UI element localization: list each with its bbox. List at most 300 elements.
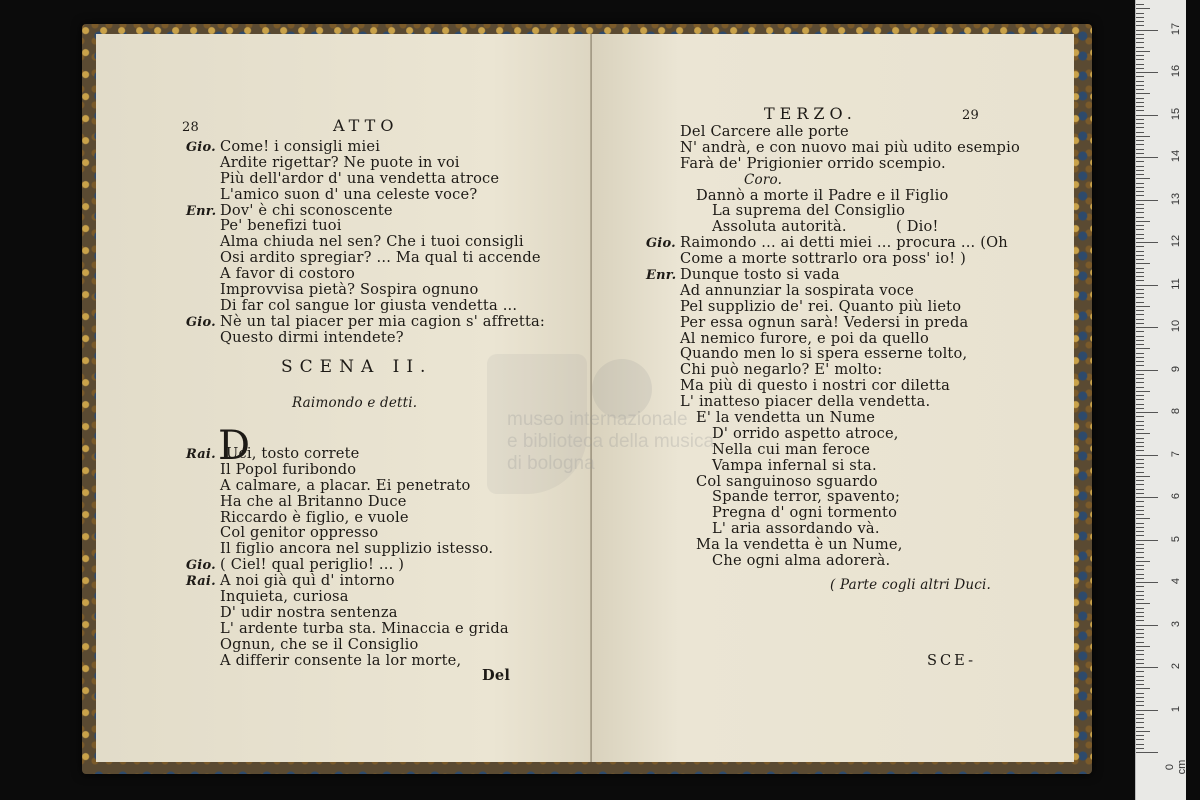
- verse-text: Spande terror, spavento;: [712, 488, 901, 506]
- verse-line: [646, 188, 1020, 204]
- ruler-tick: [1136, 544, 1144, 545]
- ruler-tick: [1136, 557, 1144, 558]
- speaker-label: Gio.: [646, 236, 676, 252]
- verse-line: [186, 653, 509, 669]
- scene-cast: Raimondo e detti.: [292, 395, 418, 411]
- verse-text: Ma più di questo i nostri cor diletta: [680, 377, 950, 395]
- ruler-tick: [1136, 13, 1144, 14]
- verse-text: Come a morte sottrarlo ora poss' io! ): [680, 250, 967, 268]
- ruler-tick: [1136, 285, 1158, 286]
- ruler-tick: [1136, 476, 1150, 477]
- ruler-tick: [1136, 348, 1150, 349]
- ruler-tick: [1136, 450, 1144, 451]
- ruler-tick: [1136, 76, 1144, 77]
- ruler-tick: [1136, 591, 1144, 592]
- drop-cap: D: [218, 423, 251, 469]
- ruler-tick: [1136, 710, 1158, 711]
- verse-line: [646, 521, 1020, 537]
- ruler-tick: [1136, 650, 1144, 651]
- ruler-tick: [1136, 523, 1144, 524]
- verse-line: [646, 553, 1020, 569]
- speaker-label: Gio.: [186, 558, 216, 574]
- verse-line: [186, 155, 545, 171]
- verse-text: Quando men lo si spera esserne tolto,: [680, 345, 968, 363]
- ruler-tick: [1136, 395, 1144, 396]
- verse-line: [186, 478, 509, 494]
- exit-note: ( Parte cogli altri Duci.: [830, 577, 992, 593]
- catchword-right: SCE-: [927, 652, 977, 669]
- ruler-tick: [1136, 166, 1144, 167]
- verse-line: [186, 187, 545, 203]
- verse-text: Improvvisa pietà? Sospira ognuno: [220, 281, 479, 299]
- ruler-tick: [1136, 119, 1144, 120]
- ruler-tick: [1136, 251, 1144, 252]
- verse-block-right: [646, 124, 1020, 569]
- ruler-tick: [1136, 272, 1144, 273]
- ruler-tick: [1136, 136, 1150, 137]
- verse-text: Di far col sangue lor giusta vendetta ...: [220, 296, 518, 314]
- ruler-tick: [1136, 370, 1158, 371]
- verse-text: Per essa ognun sarà! Vedersi in preda: [680, 313, 969, 331]
- ruler-tick: [1136, 17, 1144, 18]
- ruler-tick: [1136, 625, 1158, 626]
- ruler-tick: [1136, 85, 1144, 86]
- ruler-tick: [1136, 646, 1150, 647]
- ruler-label: 4: [1170, 577, 1182, 585]
- verse-text: Col sanguinoso sguardo: [696, 472, 878, 490]
- scene-title: SCENA II.: [281, 357, 433, 377]
- ruler-tick: [1136, 739, 1144, 740]
- ruler-tick: [1136, 425, 1144, 426]
- ruler-tick: [1136, 268, 1144, 269]
- ruler-tick: [1136, 187, 1144, 188]
- ruler-tick: [1136, 208, 1144, 209]
- verse-line: [646, 346, 1020, 362]
- speaker-label: Rai.: [186, 447, 216, 462]
- verse-text: Dunque tosto si vada: [680, 266, 840, 284]
- ruler-tick: [1136, 276, 1144, 277]
- ruler-tick: [1136, 293, 1144, 294]
- ruler-tick: [1136, 144, 1144, 145]
- verse-text: Nè un tal piacer per mia cagion s' affretta:: [220, 312, 546, 330]
- verse-line: [646, 156, 1020, 172]
- ruler-tick: [1136, 225, 1144, 226]
- ruler-label: 1: [1170, 705, 1182, 712]
- ruler-tick: [1136, 319, 1144, 320]
- ruler-tick: [1136, 489, 1144, 490]
- ruler-tick: [1136, 412, 1158, 413]
- verse-text: L'amico suon d' una celeste voce?: [220, 185, 478, 203]
- ruler-tick: [1136, 344, 1144, 345]
- ruler-tick: [1136, 59, 1144, 60]
- ruler-tick: [1136, 514, 1144, 515]
- ruler-tick: [1136, 612, 1144, 613]
- ruler-tick: [1136, 68, 1144, 69]
- ruler-tick: [1136, 718, 1144, 719]
- ruler-tick: [1136, 387, 1144, 388]
- running-head-left: ATTO: [333, 116, 399, 135]
- book: [82, 24, 1092, 774]
- ruler-tick: [1136, 595, 1144, 596]
- ruler-tick: [1136, 259, 1144, 260]
- verse-line: [646, 140, 1020, 156]
- verse-line: [186, 218, 545, 234]
- verse-text: A differir consente la lor morte,: [220, 651, 462, 669]
- ruler-tick: [1136, 314, 1144, 315]
- verse-text: Chi può negarlo? E' molto:: [680, 361, 883, 379]
- watermark-text: museo internazionale e biblioteca della musica di bologna: [507, 409, 715, 474]
- ruler-tick: [1136, 510, 1144, 511]
- ruler-tick: [1136, 527, 1144, 528]
- verse-line: [186, 314, 545, 330]
- verse-text: Ognun, che se il Consiglio: [220, 635, 419, 653]
- ruler-tick: [1136, 149, 1144, 150]
- verse-text: Pe' benefizi tuoi: [220, 217, 342, 235]
- ruler-tick: [1136, 106, 1144, 107]
- ruler-tick: [1136, 416, 1144, 417]
- ruler-tick: [1136, 459, 1144, 460]
- verse-text: Ad annunziar la sospirata voce: [680, 281, 914, 299]
- ruler-tick: [1136, 357, 1144, 358]
- verse-line: [186, 637, 509, 653]
- speaker-label: Rai.: [186, 574, 216, 590]
- ruler-tick: [1136, 493, 1144, 494]
- verse-text: Col genitor oppresso: [220, 524, 379, 542]
- ruler-tick: [1136, 255, 1144, 256]
- ruler-tick: [1136, 42, 1144, 43]
- ruler-tick: [1136, 340, 1144, 341]
- ruler-tick: [1136, 89, 1144, 90]
- ruler-tick: [1136, 616, 1144, 617]
- verse-line: [186, 605, 509, 621]
- verse-line: [186, 266, 545, 282]
- ruler-label: 10: [1170, 319, 1182, 333]
- ruler-tick: [1136, 217, 1144, 218]
- ruler-tick: [1136, 132, 1144, 133]
- ruler-tick: [1136, 331, 1144, 332]
- ruler-tick: [1136, 735, 1144, 736]
- ruler-tick: [1136, 246, 1144, 247]
- ruler-tick: [1136, 297, 1144, 298]
- verse-line: [186, 462, 509, 478]
- verse-text: Farà de' Prigionier orrido scempio.: [680, 154, 946, 172]
- verse-text: Nella cui man feroce: [712, 440, 871, 458]
- ruler-unit-label: 0 cm: [1164, 759, 1188, 775]
- ruler-tick: [1136, 603, 1150, 604]
- verse-line: [186, 510, 509, 526]
- ruler-tick: [1136, 633, 1144, 634]
- verse-line: [186, 621, 509, 637]
- ruler-tick: [1136, 608, 1144, 609]
- verse-text: D' udir nostra sentenza: [220, 603, 398, 621]
- ruler-tick: [1136, 552, 1144, 553]
- ruler-tick: [1136, 4, 1144, 5]
- ruler-tick: [1136, 748, 1144, 749]
- ruler-tick: [1136, 463, 1144, 464]
- ruler-tick: [1136, 467, 1144, 468]
- ruler-tick: [1136, 446, 1144, 447]
- verse-line: [646, 474, 1020, 490]
- verse-line: [186, 494, 509, 510]
- verse-line: [186, 203, 545, 219]
- ruler-tick: [1136, 115, 1158, 116]
- ruler-tick: [1136, 578, 1144, 579]
- ruler-tick: [1136, 540, 1158, 541]
- ruler-tick: [1136, 21, 1144, 22]
- ruler-tick: [1136, 242, 1158, 243]
- verse-line: [186, 282, 545, 298]
- verse-line: [186, 446, 509, 462]
- speaker-label: Enr.: [186, 203, 217, 219]
- ruler-tick: [1136, 310, 1144, 311]
- verse-line: [646, 505, 1020, 521]
- verse-text: A calmare, a placar. Ei penetrato: [220, 476, 471, 494]
- verse-aside: ( Dio!: [896, 218, 939, 236]
- ruler-tick: [1136, 102, 1144, 103]
- ruler-tick: [1136, 382, 1144, 383]
- ruler-tick: [1136, 361, 1144, 362]
- verse-text: Riccardo è figlio, e vuole: [220, 508, 409, 526]
- verse-text: A noi già quì d' intorno: [220, 572, 395, 590]
- ruler-label: 5: [1170, 535, 1182, 542]
- verse-text: Pel supplizio de' rei. Quanto più lieto: [680, 297, 962, 315]
- ruler-tick: [1136, 654, 1144, 655]
- ruler-label: 17: [1170, 22, 1182, 35]
- ruler-label: 7: [1170, 450, 1182, 457]
- ruler-label: 3: [1170, 620, 1182, 627]
- verse-line: [186, 298, 545, 314]
- ruler-tick: [1136, 38, 1144, 39]
- verse-text: Ma la vendetta è un Nume,: [696, 536, 903, 554]
- ruler-tick: [1136, 501, 1144, 502]
- ruler-tick: [1136, 153, 1144, 154]
- verse-block-bottom: [186, 446, 509, 668]
- verse-line: [646, 537, 1020, 553]
- ruler-tick: [1136, 506, 1144, 507]
- verse-text: Pregna d' ogni tormento: [712, 504, 898, 522]
- verse-text: Inquieta, curiosa: [220, 588, 349, 606]
- ruler-tick: [1136, 174, 1144, 175]
- ruler-tick: [1136, 684, 1144, 685]
- ruler-tick: [1136, 204, 1144, 205]
- verse-line: [186, 171, 545, 187]
- ruler-tick: [1136, 81, 1144, 82]
- ruler-tick: [1136, 484, 1144, 485]
- verse-line: [186, 139, 545, 155]
- ruler-tick: [1136, 140, 1144, 141]
- ruler-tick: [1136, 599, 1144, 600]
- page-number-right: 29: [962, 108, 979, 123]
- verse-line: [646, 331, 1020, 347]
- verse-text: L' ardente turba sta. Minaccia e grida: [220, 619, 509, 637]
- ruler-tick: [1136, 25, 1144, 26]
- ruler-tick: [1136, 55, 1144, 56]
- page-number-left: 28: [182, 120, 199, 135]
- ruler-tick: [1136, 548, 1144, 549]
- verse-line: [646, 203, 1020, 219]
- verse-text: L' aria assordando và.: [712, 520, 880, 538]
- ruler-tick: [1136, 569, 1144, 570]
- verse-text: Come! i consigli miei: [220, 138, 381, 155]
- ruler-tick: [1136, 34, 1144, 35]
- verse-line: [186, 525, 509, 541]
- right-page: [592, 34, 1074, 762]
- verse-text: Al nemico furore, e poi da quello: [680, 329, 929, 347]
- ruler-tick: [1136, 455, 1158, 456]
- ruler-tick: [1136, 72, 1158, 73]
- ruler-tick: [1136, 64, 1144, 65]
- speaker-label: Gio.: [186, 140, 216, 155]
- ruler-tick: [1136, 280, 1144, 281]
- ruler-tick: [1136, 238, 1144, 239]
- verse-text: Del Carcere alle porte: [680, 123, 849, 140]
- verse-line: [646, 299, 1020, 315]
- verse-text: N' andrà, e con nuovo mai più udito esempio: [680, 138, 1020, 156]
- ruler-tick: [1136, 93, 1150, 94]
- verse-text: Uci, tosto correte: [226, 445, 360, 462]
- verse-line: [186, 234, 545, 250]
- ruler-tick: [1136, 697, 1144, 698]
- ruler-tick: [1136, 671, 1144, 672]
- verse-block-top: [186, 139, 545, 346]
- ruler-tick: [1136, 98, 1144, 99]
- ruler-tick: [1136, 302, 1144, 303]
- ruler-tick: [1136, 472, 1144, 473]
- verse-text: Dannò a morte il Padre e il Figlio: [696, 186, 949, 204]
- verse-line: [646, 172, 1020, 188]
- ruler-tick: [1136, 676, 1144, 677]
- ruler-tick: [1136, 229, 1144, 230]
- ruler-tick: [1136, 221, 1150, 222]
- ruler-tick: [1136, 323, 1144, 324]
- ruler-tick: [1136, 408, 1144, 409]
- ruler-tick: [1136, 161, 1144, 162]
- verse-line: [646, 315, 1020, 331]
- ruler-label: 12: [1170, 234, 1182, 248]
- verse-text: Ardite rigettar? Ne puote in voi: [220, 153, 460, 171]
- ruler-tick: [1136, 110, 1144, 111]
- ruler-tick: [1136, 306, 1150, 307]
- verse-text: Ha che al Britanno Duce: [220, 492, 407, 510]
- ruler-label: 8: [1170, 407, 1182, 415]
- verse-text: Raimondo ... ai detti miei ... procura ... (Oh: [680, 234, 1008, 252]
- verse-line: [646, 378, 1020, 394]
- ruler-tick: [1136, 123, 1144, 124]
- ruler-tick: [1136, 191, 1144, 192]
- verse-text: Questo dirmi intendete?: [220, 328, 404, 346]
- ruler-tick: [1136, 421, 1144, 422]
- ruler-tick: [1136, 680, 1144, 681]
- ruler-label: 9: [1170, 365, 1182, 372]
- ruler-tick: [1136, 404, 1144, 405]
- ruler-tick: [1136, 183, 1144, 184]
- ruler-label: 16: [1170, 64, 1182, 78]
- ruler-tick: [1136, 365, 1144, 366]
- ruler-tick: [1136, 234, 1144, 235]
- ruler-label: 14: [1170, 149, 1182, 163]
- verse-line: [646, 283, 1020, 299]
- ruler-tick: [1136, 51, 1150, 52]
- verse-text: A favor di costoro: [220, 265, 356, 283]
- verse-line: [646, 267, 1020, 283]
- verse-text: Assoluta autorità.: [712, 218, 847, 236]
- ruler-tick: [1136, 433, 1150, 434]
- speaker-label: Gio.: [186, 314, 216, 330]
- ruler-tick: [1136, 667, 1158, 668]
- ruler-tick: [1136, 752, 1158, 753]
- verse-text: Il figlio ancora nel supplizio istesso.: [220, 540, 494, 558]
- verse-line: [646, 219, 1020, 235]
- ruler-tick: [1136, 727, 1144, 728]
- ruler-tick: [1136, 701, 1144, 702]
- ruler-tick: [1136, 637, 1144, 638]
- ruler-tick: [1136, 620, 1144, 621]
- verse-text: D' orrido aspetto atroce,: [712, 424, 899, 442]
- verse-text: La suprema del Consiglio: [712, 202, 906, 220]
- ruler-tick: [1136, 663, 1144, 664]
- verse-line: [646, 394, 1020, 410]
- verse-line: [186, 557, 509, 573]
- verse-text: Dov' è chi sconoscente: [220, 201, 393, 219]
- ruler-tick: [1136, 688, 1150, 689]
- verse-line: [646, 362, 1020, 378]
- ruler-tick: [1136, 561, 1150, 562]
- ruler-tick: [1136, 8, 1150, 9]
- ruler-tick: [1136, 327, 1158, 328]
- verse-line: [186, 573, 509, 589]
- ruler-tick: [1136, 289, 1144, 290]
- ruler-label: 15: [1170, 107, 1182, 120]
- ruler-label: 6: [1170, 492, 1182, 500]
- ruler-label: 13: [1170, 192, 1182, 205]
- ruler-tick: [1136, 442, 1144, 443]
- ruler-tick: [1136, 200, 1158, 201]
- ruler-tick: [1136, 263, 1150, 264]
- verse-text: Vampa infernal si sta.: [712, 456, 877, 474]
- verse-line: [186, 250, 545, 266]
- running-head-right: TERZO.: [764, 104, 857, 123]
- ruler-tick: [1136, 399, 1144, 400]
- verse-text: L' inatteso piacer della vendetta.: [680, 393, 931, 411]
- verse-text: Coro.: [744, 171, 783, 188]
- ruler-tick: [1136, 374, 1144, 375]
- ruler-tick: [1136, 353, 1144, 354]
- ruler-tick: [1136, 565, 1144, 566]
- verse-line: [646, 235, 1020, 251]
- ruler-tick: [1136, 336, 1144, 337]
- ruler-tick: [1136, 629, 1144, 630]
- ruler-tick: [1136, 582, 1158, 583]
- verse-text: Più dell'ardor d' una vendetta atroce: [220, 169, 500, 187]
- speaker-label: Enr.: [646, 268, 677, 284]
- measurement-ruler: [1135, 0, 1186, 800]
- ruler-tick: [1136, 531, 1144, 532]
- ruler-tick: [1136, 731, 1150, 732]
- ruler-tick: [1136, 30, 1158, 31]
- ruler-tick: [1136, 535, 1144, 536]
- verse-text: Alma chiuda nel sen? Che i tuoi consigli: [220, 233, 524, 251]
- ruler-tick: [1136, 429, 1144, 430]
- ruler-tick: [1136, 744, 1144, 745]
- ruler-tick: [1136, 659, 1144, 660]
- ruler-tick: [1136, 714, 1144, 715]
- verse-line: [186, 330, 545, 346]
- ruler-tick: [1136, 586, 1144, 587]
- verse-line: [186, 589, 509, 605]
- verse-text: ( Ciel! qual periglio! ... ): [220, 556, 405, 574]
- ruler-tick: [1136, 378, 1144, 379]
- ruler-tick: [1136, 705, 1144, 706]
